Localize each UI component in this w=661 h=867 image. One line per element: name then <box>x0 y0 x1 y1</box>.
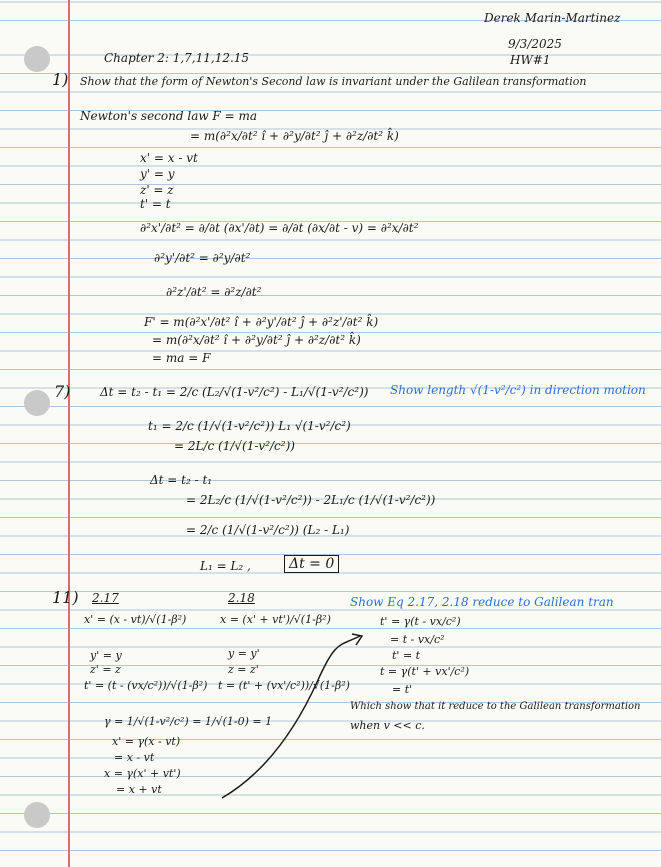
work-line: t' = t <box>140 197 171 211</box>
work-line: y' = y <box>140 167 175 181</box>
work-line: ∂²z'/∂t² = ∂²z/∂t² <box>166 285 262 299</box>
work-line: γ = 1/√(1-v²/c²) = 1/√(1-0) = 1 <box>104 715 273 728</box>
work-line: Which show that it reduce to the Galilean transformation <box>350 701 641 712</box>
work-line: z' = z <box>140 183 174 197</box>
work-line: = x - vt <box>114 751 155 764</box>
work-line: Newton's second law F = ma <box>80 109 257 123</box>
work-line: ∂²x'/∂t² = ∂/∂t (∂x'/∂t) = ∂/∂t (∂x/∂t - v) = ∂²x/∂t² <box>140 221 419 235</box>
problem-11-number: 11) <box>52 588 79 607</box>
problem-1-prompt: Show that the form of Newton's Second law is invariant under the Galilean transformation <box>80 75 587 88</box>
work-line: t' = γ(t - vx/c²) <box>380 615 461 628</box>
work-line: Δt = t₂ - t₁ <box>150 473 213 487</box>
chapter-title: Chapter 2: 1,7,11,12.15 <box>104 51 250 65</box>
work-line: = x + vt <box>116 783 162 796</box>
work-line: t = γ(t' + vx'/c²) <box>380 665 470 678</box>
work-line: = 2L/c (1/√(1-v²/c²)) <box>174 439 295 453</box>
work-line: when v << c. <box>350 719 425 732</box>
work-line: x = γ(x' + vt') <box>104 767 181 780</box>
work-line: z' = z <box>90 663 121 676</box>
work-line: ∂²y'/∂t² = ∂²y/∂t² <box>154 251 251 265</box>
work-line: z = z' <box>228 663 259 676</box>
boxed-answer: Δt = 0 <box>284 555 339 573</box>
problem-7-note: Show length √(1-v²/c²) in direction motion <box>390 383 646 397</box>
work-line: t = (t' + (vx'/c²))/√(1-β²) <box>218 679 350 692</box>
work-line: t' = (t - (vx/c²))/√(1-β²) <box>84 679 208 692</box>
work-line: Δt = t₂ - t₁ = 2/c (L₂/√(1-v²/c²) - L₁/√(1-v²/c²)) <box>100 385 369 399</box>
col2-heading: 2.18 <box>228 591 255 605</box>
work-line: x' = (x - vt)/√(1-β²) <box>84 613 187 626</box>
work-line: = t' <box>392 683 413 696</box>
date: 9/3/2025 <box>508 37 562 51</box>
work-line: t' = t <box>392 649 421 662</box>
work-line: = m(∂²x/∂t² î + ∂²y/∂t² ĵ + ∂²z/∂t² k̂) <box>190 129 399 143</box>
work-line: x = (x' + vt')/√(1-β²) <box>220 613 331 626</box>
work-line: F' = m(∂²x'/∂t² î + ∂²y'/∂t² ĵ + ∂²z'/∂t² k̂) <box>144 315 379 329</box>
work-line: = 2/c (1/√(1-v²/c²)) (L₂ - L₁) <box>186 523 350 537</box>
work-line: L₁ = L₂ , <box>200 559 251 573</box>
work-line: t₁ = 2/c (1/√(1-v²/c²)) L₁ √(1-v²/c²) <box>148 419 351 433</box>
work-line: = ma = F <box>152 351 211 365</box>
student-name: Derek Marin-Martinez <box>484 11 621 25</box>
work-line: = 2L₂/c (1/√(1-v²/c²)) - 2L₁/c (1/√(1-v²/c²)) <box>186 493 436 507</box>
problem-11-note: Show Eq 2.17, 2.18 reduce to Galilean tran <box>350 595 614 609</box>
problem-7-number: 7) <box>54 382 71 401</box>
problem-1-number: 1) <box>52 70 69 89</box>
work-line: y = y' <box>228 647 260 660</box>
assignment-label: HW#1 <box>510 53 551 67</box>
work-line: y' = y <box>90 649 122 662</box>
work-line: = t - vx/c² <box>390 633 445 646</box>
work-line: = m(∂²x/∂t² î + ∂²y/∂t² ĵ + ∂²z/∂t² k̂) <box>152 333 361 347</box>
work-line: x' = x - vt <box>140 151 198 165</box>
col1-heading: 2.17 <box>92 591 119 605</box>
work-line: x' = γ(x - vt) <box>112 735 181 748</box>
